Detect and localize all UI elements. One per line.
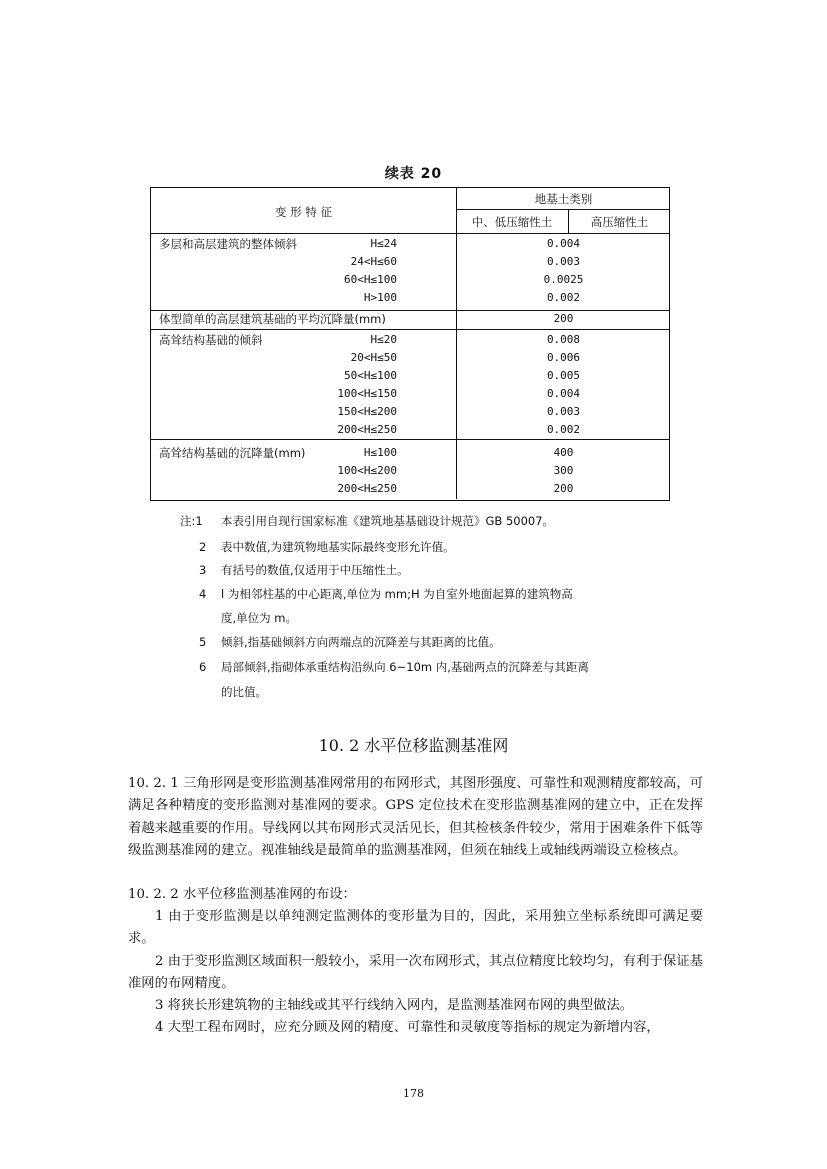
note-text: 局部倾斜,指砌体承重结构沿纵向 6~10m 内,基础两点的沉降差与其距离 xyxy=(221,660,589,674)
group-name: 多层和高层建筑的整体倾斜 xyxy=(159,237,297,251)
paragraph-10-2-1: 10. 2. 1 三角形网是变形监测基准网常用的布网形式，其图形强度、可靠性和观测精度都较高，可满足各种精度的变形监测对基准网的要求。GPS 定位技术在变形监测基准网的建立中，正在发挥着越来越重要的作用。导线网以其布网形式灵活见长，但其检核条件较少，常用于困难条件下低等级监测基准网的建立。视准轴线是最简单的监测基准网，但须在轴线上或轴线两端设立检核点。 xyxy=(128,776,703,859)
note-number: 3 xyxy=(199,563,207,577)
table-caption: 续表 20 xyxy=(384,166,443,182)
page-number: 178 xyxy=(403,1087,424,1100)
group-rule-3 xyxy=(151,439,669,440)
note-text: 本表引用自现行国家标准《建筑地基基础设计规范》GB 50007。 xyxy=(221,514,555,528)
condition-cell: 200<H≤250 xyxy=(337,482,397,495)
deformation-table xyxy=(150,187,670,501)
condition-cell: H≤100 xyxy=(363,446,397,459)
note-text: 的比值。 xyxy=(221,685,267,699)
note-text: 倾斜,指基础倾斜方向两端点的沉降差与其距离的比值。 xyxy=(221,635,501,649)
value-cell: 0.006 xyxy=(546,351,581,364)
condition-cell: 20<H≤50 xyxy=(350,351,397,364)
value-cell: 0.002 xyxy=(546,423,581,436)
group-name: 高耸结构基础的倾斜 xyxy=(159,333,263,347)
section-title: 10. 2 水平位移监测基准网 xyxy=(318,736,509,755)
condition-cell: 50<H≤100 xyxy=(344,369,397,382)
paragraph-10-2-2: 10. 2. 2 水平位移监测基准网的布设： xyxy=(128,887,356,902)
value-cell: 0.004 xyxy=(546,237,581,250)
value-cell: 0.0025 xyxy=(543,273,584,286)
list-item-3: 3 将狭长形建筑物的主轴线或其平行线纳入网内，是监测基准网布网的典型做法。 xyxy=(155,998,634,1013)
header-soil-class: 地基土类别 xyxy=(534,192,593,206)
condition-cell: 24<H≤60 xyxy=(350,255,397,268)
condition-cell: H≤24 xyxy=(370,237,397,250)
note-number: 2 xyxy=(199,540,207,554)
value-cell: 0.003 xyxy=(546,405,581,418)
header-rule-sub xyxy=(456,209,669,210)
note-number: 6 xyxy=(199,660,207,674)
note-number: 4 xyxy=(199,587,207,601)
group-name: 体型简单的高层建筑基础的平均沉降量(mm) xyxy=(159,312,386,326)
header-feature: 变 形 特 征 xyxy=(275,205,332,219)
note-text: l 为相邻柱基的中心距离,单位为 mm;H 为自室外地面起算的建筑物高 xyxy=(221,587,573,601)
condition-cell: 60<H≤100 xyxy=(344,273,397,286)
value-cell: 300 xyxy=(553,464,574,477)
group-rule-2 xyxy=(151,329,669,330)
value-cell: 400 xyxy=(553,446,574,459)
value-cell: 0.004 xyxy=(546,387,581,400)
condition-cell: 200<H≤250 xyxy=(337,423,397,436)
condition-cell: H≤20 xyxy=(370,333,397,346)
condition-cell: 150<H≤200 xyxy=(337,405,397,418)
header-rule xyxy=(151,233,669,234)
value-cell: 200 xyxy=(553,482,574,495)
list-item-2: 2 由于变形监测区域面积一般较小，采用一次布网形式，其点位精度比较均匀，有利于保证基准网的布网精度。 xyxy=(128,954,703,992)
note-text: 有括号的数值,仅适用于中压缩性土。 xyxy=(221,563,409,577)
header-high-compress: 高压缩性土 xyxy=(590,215,649,229)
condition-cell: 100<H≤200 xyxy=(337,464,397,477)
condition-cell: 100<H≤150 xyxy=(337,387,397,400)
list-item-4: 4 大型工程布网时，应充分顾及网的精度、可靠性和灵敏度等指标的规定为新增内容， xyxy=(155,1020,660,1035)
value-cell: 0.003 xyxy=(546,255,581,268)
value-cell: 0.002 xyxy=(546,291,581,304)
value-cell: 200 xyxy=(553,312,574,325)
note-number: 5 xyxy=(199,635,207,649)
note-text: 表中数值,为建筑物地基实际最终变形允许值。 xyxy=(221,540,455,554)
group-name: 高耸结构基础的沉降量(mm) xyxy=(159,446,306,460)
list-item-1: 1 由于变形监测是以单纯测定监测体的变形量为目的，因此，采用独立坐标系统即可满足要求。 xyxy=(128,909,703,947)
condition-cell: H>100 xyxy=(363,291,397,304)
note-lead: 注:1 xyxy=(180,514,203,528)
header-low-compress: 中、低压缩性土 xyxy=(471,215,553,229)
note-text: 度,单位为 m。 xyxy=(221,611,298,625)
value-cell: 0.005 xyxy=(546,369,581,382)
value-cell: 0.008 xyxy=(546,333,581,346)
